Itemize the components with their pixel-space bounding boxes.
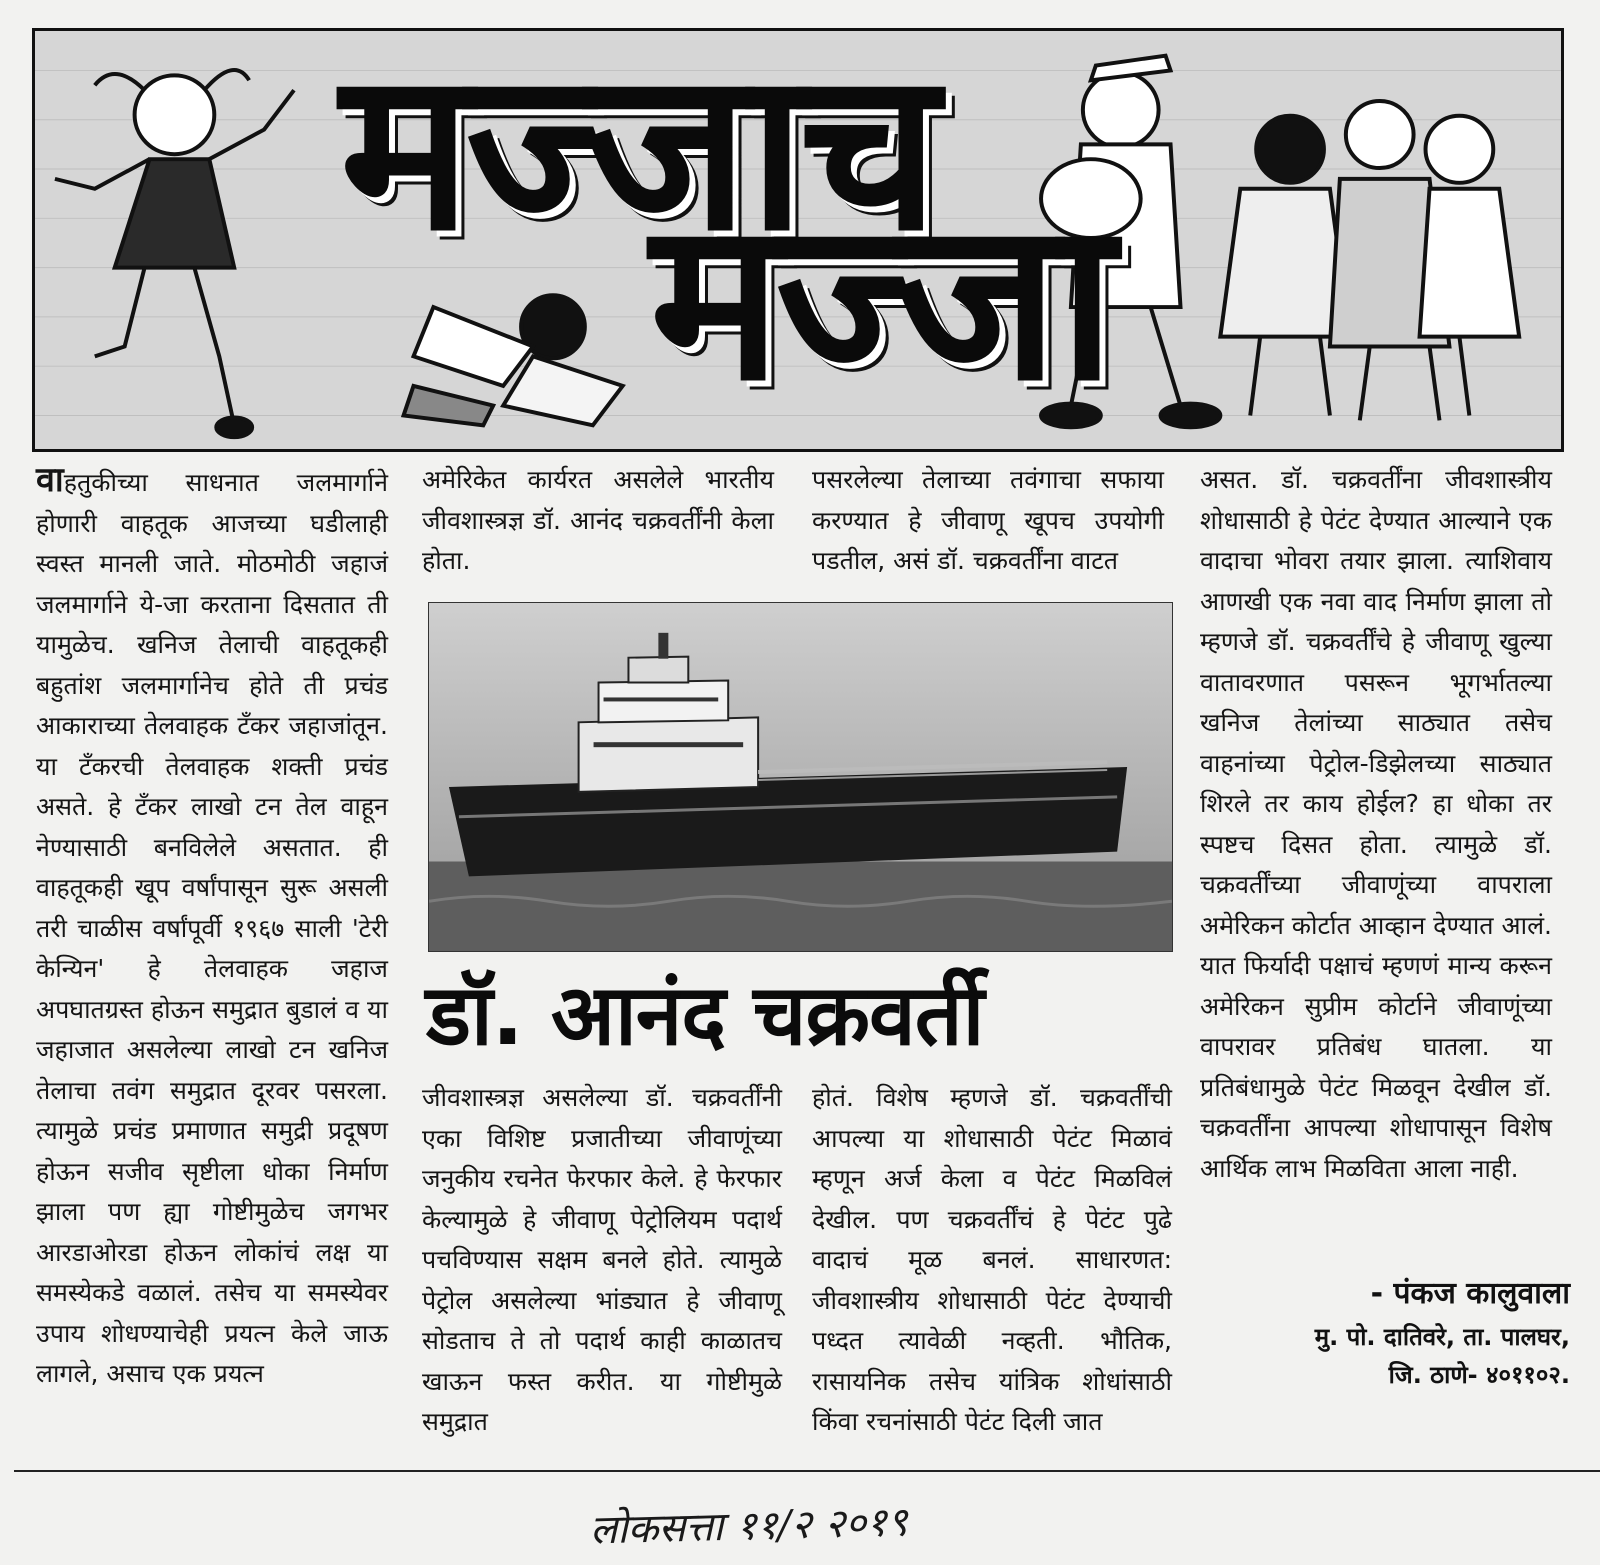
banner-title-word-1: मज्जाच bbox=[340, 28, 934, 279]
column-4-text: असत. डॉ. चक्रवर्तींना जीवशास्त्रीय शोधासाठी हे पेटंट देण्यात आल्याने एक वादाचा भोवरा तयार झाला. त्याशिवाय आणखी एक नवा वाद निर्माण झाला तो म्हणजे डॉ. चक्रवर्तींचे हे जीवाणू खुल्या वातावरणात पसरून भूगर्भातल्या खनिज तेलांच्या साठ्यात तसेच वाहनांच्या पेट्रोल-डिझेलच्या साठ्यात शिरले तर काय होईल? हा धोका तर स्पष्टच दिसत होता. त्यामुळे डॉ. चक्रवर्तींच्या जीवाणूंच्या वापराला अमेरिकन कोर्टात आव्हान देण्यात आलं. यात फिर्यादी पक्षाचं म्हणणं मान्य करून अमेरिकन सुप्रीम कोर्टाने जीवाणूंच्या वापरावर प्रतिबंध घातला. या प्रतिबंधामुळे पेटंट मिळवून देखील डॉ. चक्रवर्तींना आपल्या शोधापासून विशेष आर्थिक लाभ मिळविता आला नाही. bbox=[1200, 465, 1552, 1183]
masthead-banner bbox=[32, 28, 1564, 452]
drop-cap: वा bbox=[36, 460, 64, 500]
column-3-bottom-text: होतं. विशेष म्हणजे डॉ. चक्रवर्तींची आपल्या या शोधासाठी पेटंट मिळावं म्हणून अर्ज केला व पेटंट मिळविलं देखील. पण चक्रवर्तींचं हे पेटंट पुढे वादाचं मूळ बनलं. साधारणत: जीवशास्त्रीय शोधासाठी पेटंट देण्याची पध्दत त्यावेळी नव्हती. भौतिक, रासायनिक तसेच यांत्रिक शोधांसाठी किंवा रचनांसाठी पेटंट दिली जात bbox=[812, 1083, 1172, 1436]
banner-title bbox=[320, 28, 1220, 441]
banner-title-word-2: मज्जा bbox=[650, 173, 1110, 429]
handwritten-note: लोकसत्ता ११/२ २०१९ bbox=[589, 1499, 909, 1554]
column-3-top-text: पसरलेल्या तेलाच्या तवंगाचा सफाया करण्यात हे जीवाणू खूपच उपयोगी पडतील, असं डॉ. चक्रवर्तींना वाटत bbox=[812, 465, 1164, 575]
article-column-3-top bbox=[812, 460, 1164, 582]
article-headline: डॉ. आनंद चक्रवर्ती bbox=[426, 966, 984, 1064]
article-column-4 bbox=[1200, 460, 1552, 1189]
oil-tanker-photo bbox=[428, 602, 1173, 952]
article-column-3-bottom bbox=[812, 1078, 1172, 1443]
article-column-2-bottom bbox=[422, 1078, 782, 1443]
oil-tanker-image bbox=[429, 603, 1172, 951]
author-address-line-2: जि. ठाणे- ४०११०२. bbox=[1388, 1361, 1570, 1389]
column-1-text: हतुकीच्या साधनात जलमार्गाने होणारी वाहतूक आजच्या घडीलाही स्वस्त मानली जाते. मोठमोठी जहाजं जलमार्गाने ये-जा करताना दिसतात ती यामुळेच. खनिज तेलाची वाहतूकही बहुतांश जलमार्गानेच होते ती प्रचंड आकाराच्या तेलवाहक टँकर जहाजांतून. या टँकरची तेलवाहक शक्ती प्रचंड असते. हे टँकर लाखो टन तेल वाहून नेण्यासाठी बनविलेले असतात. ही वाहतूकही खूप वर्षांपासून सुरू असली तरी चाळीस वर्षांपूर्वी १९६७ साली 'टेरी केन्यिन' हे तेलवाहक जहाज अपघातग्रस्त होऊन समुद्रात बुडालं व या जहाजात असलेल्या लाखो टन खनिज तेलाचा तवंग समुद्रात दूरवर पसरला. त्यामुळे प्रचंड प्रमाणात समुद्री प्रदूषण होऊन सजीव सृष्टीला धोका निर्माण झाला पण ह्या गोष्टीमुळेच जगभर आरडाओरडा होऊन लोकांचं लक्ष या समस्येकडे वळालं. तसेच या समस्येवर उपाय शोधण्याचेही प्रयत्न केले जाऊ लागले, असाच एक प्रयत्न bbox=[36, 468, 388, 1388]
column-2-bottom-text: जीवशास्त्रज्ञ असलेल्या डॉ. चक्रवर्तींनी एका विशिष्ट प्रजातीच्या जीवाणूंच्या जनुकीय रचनेत फेरफार केले. हे फेरफार केल्यामुळे हे जीवाणू पेट्रोलियम पदार्थ पचविण्यास सक्षम बनले होते. त्यामुळे पेट्रोल असलेल्या भांड्यात हे जीवाणू सोडताच ते तो पदार्थ काही काळातच खाऊन फस्त करीत. या गोष्टीमुळे समुद्रात bbox=[422, 1083, 782, 1436]
author-address-line-1: मु. पो. दातिवरे, ता. पालघर, bbox=[1314, 1323, 1570, 1351]
column-2-top-text: अमेरिकेत कार्यरत असलेले भारतीय जीवशास्त्रज्ञ डॉ. आनंद चक्रवर्तींनी केला होता. bbox=[422, 465, 774, 575]
article-column-1 bbox=[36, 460, 388, 1395]
byline bbox=[1200, 1270, 1570, 1394]
author-name: - पंकज कालुवाला bbox=[1370, 1276, 1570, 1311]
article-column-2-top bbox=[422, 460, 774, 582]
bottom-rule bbox=[14, 1470, 1600, 1472]
